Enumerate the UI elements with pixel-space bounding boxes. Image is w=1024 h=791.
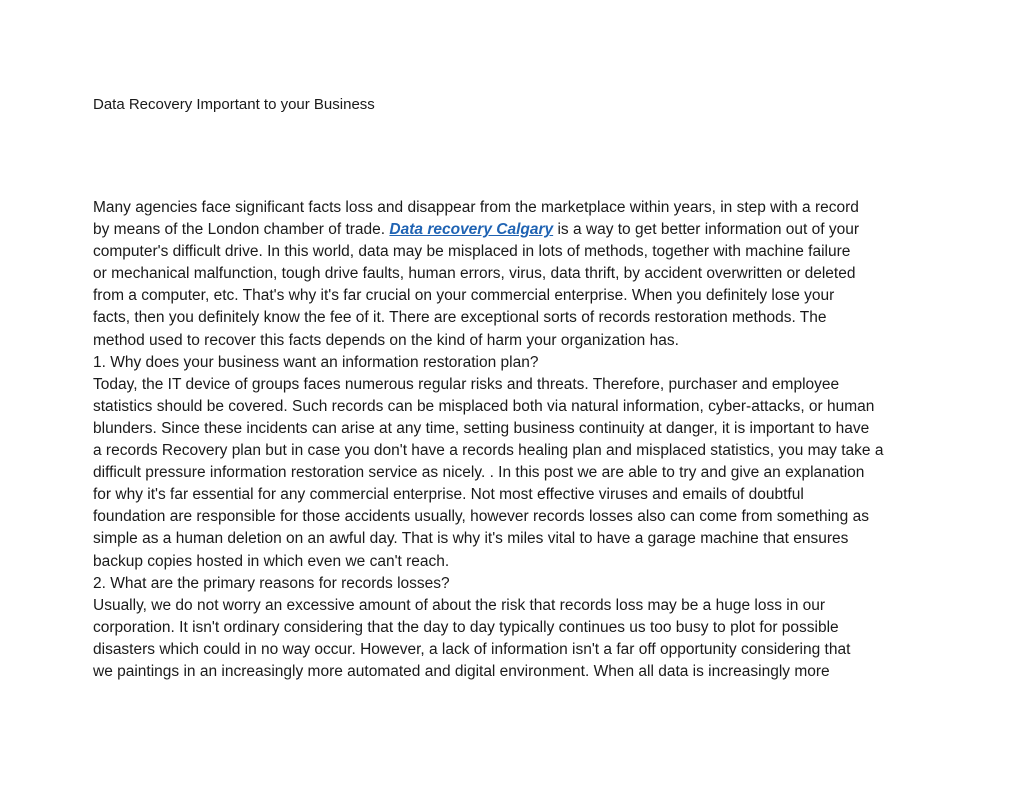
link-line-suffix: is a way to get better information out of your	[553, 221, 859, 239]
data-recovery-calgary-link[interactable]: Data recovery Calgary	[389, 221, 554, 239]
text-line: from a computer, etc. That's why it's far crucial on your commercial enterprise. When you definitely lose your	[93, 287, 835, 305]
text-line-with-link	[93, 219, 938, 241]
text-line: computer's difficult drive. In this world, data may be misplaced in lots of methods, together with machine failure	[93, 243, 851, 261]
text-line: method used to recover this facts depends on the kind of harm your organization has.	[93, 331, 679, 349]
document-title: Data Recovery Important to your Business	[93, 96, 375, 113]
text-line: facts, then you definitely know the fee of it. There are exceptional sorts of records restoration methods. The	[93, 309, 827, 327]
section-heading-1: 1. Why does your business want an information restoration plan?	[93, 353, 539, 371]
text-line: we paintings in an increasingly more automated and digital environment. When all data is increasingly more	[93, 662, 830, 680]
text-line: a records Recovery plan but in case you don't have a records healing plan and misplaced statistics, you may take a	[93, 442, 884, 460]
text-line: Usually, we do not worry an excessive amount of about the risk that records loss may be a huge loss in our	[93, 596, 826, 614]
text-line: corporation. It isn't ordinary considering that the day to day typically continues us too busy to plot for possible	[93, 618, 839, 636]
text-line: simple as a human deletion on an awful day. That is why it's miles vital to have a garage machine that ensures	[93, 530, 849, 548]
text-line: statistics should be covered. Such records can be misplaced both via natural information, cyber-attacks, or human	[93, 397, 875, 415]
text-line: or mechanical malfunction, tough drive faults, human errors, virus, data thrift, by accident overwritten or deleted	[93, 265, 856, 283]
text-line: Today, the IT device of groups faces numerous regular risks and threats. Therefore, purchaser and employee	[93, 375, 840, 393]
section-heading-2: 2. What are the primary reasons for records losses?	[93, 574, 450, 592]
document-body	[93, 197, 938, 683]
text-line: difficult pressure information restoration service as nicely. . In this post we are able to try and give an explanation	[93, 464, 865, 482]
text-line: disasters which could in no way occur. However, a lack of information isn't a far off opportunity considering that	[93, 640, 851, 658]
text-line: foundation are responsible for those accidents usually, however records losses also can come from something as	[93, 508, 869, 526]
text-line: Many agencies face significant facts loss and disappear from the marketplace within years, in step with a record	[93, 199, 859, 216]
text-line: backup copies hosted in which even we can't reach.	[93, 552, 450, 570]
text-line: blunders. Since these incidents can arise at any time, setting business continuity at danger, it is important to have	[93, 419, 870, 437]
text-line: for why it's far essential for any commercial enterprise. Not most effective viruses and emails of doubtful	[93, 486, 804, 504]
link-line-prefix: by means of the London chamber of trade.	[93, 221, 390, 239]
